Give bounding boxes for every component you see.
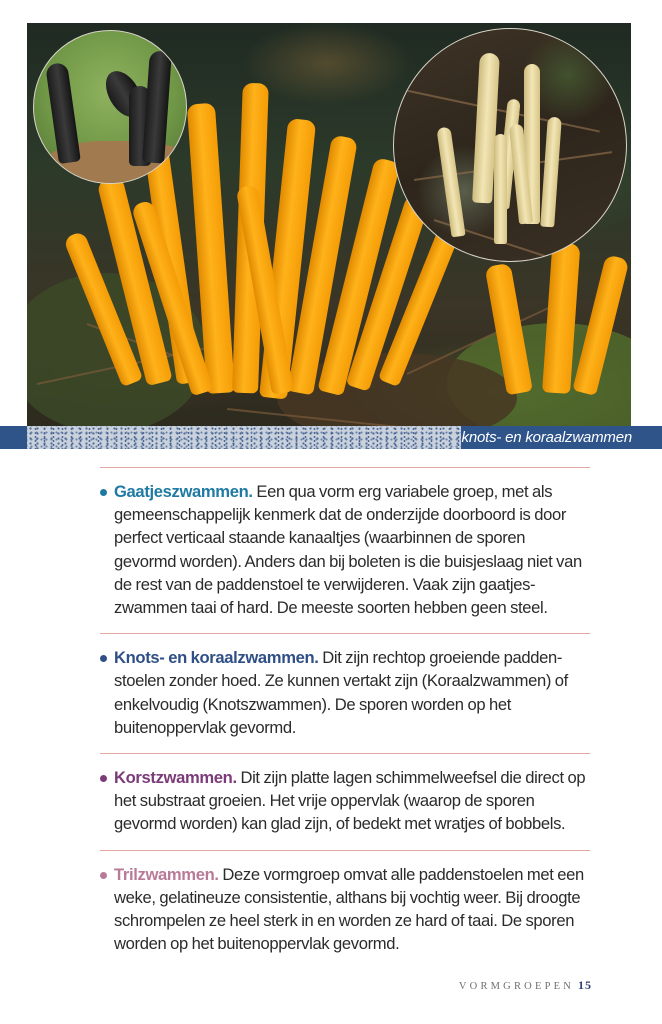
entry-term: Knots- en koraalzwammen. [114, 648, 319, 668]
bullet-icon [100, 872, 107, 879]
coral-fungus-photo [27, 23, 631, 427]
page-number: 15 [578, 978, 592, 992]
bullet-icon [100, 775, 107, 782]
fungus-group-list [100, 467, 590, 969]
section-band-label: knots- en koraalzwammen [461, 429, 632, 446]
entry-term: Gaatjeszwammen. [114, 482, 253, 501]
entry-text: Een qua vorm erg variabele groep, met als gemeenschappelijk kenmerk dat de onderzijde doorboord is door perfect verticaal staande kanaaltjes (waarbinnen de sporen gevormd worden). Anders dan bij boleten is die buisjeslaag niet van de rest van de paddenstoel te verwijderen. Vaak zijn gaatjes-zwammen taai of hard. De meeste soorten hebben geen steel. [114, 482, 582, 618]
entry-korstzwammen [100, 753, 590, 850]
bullet-icon [100, 489, 107, 496]
section-running-head: VORMGROEPEN [458, 981, 574, 992]
entry-text: Dit zijn platte lagen schimmelweefsel die direct op het substraat groeien. Het vrije oppervlak (waarop de sporen gevormd worden) kan glad zijn, of bedekt met wratjes of bobbels. [114, 768, 586, 834]
entry-trilzwammen [100, 850, 590, 970]
entry-text: Deze vormgroep omvat alle paddenstoelen met een weke, gelatineuze consistentie, althans bij vochtig weer. Bij droogte schrompelen ze heel sterk in en worden ze hard of taai. De sporen worden op het buitenoppervlak gevormd. [114, 864, 584, 954]
entry-text: Dit zijn rechtop groeiende padden-stoelen zonder hoed. Ze kunnen vertakt zijn (Koraalzwammen) of enkelvoudig (Knotszwammen). De sporen worden op het buitenoppervlak gevormd. [114, 648, 568, 737]
page-footer [459, 978, 592, 993]
entry-gaatjeszwammen [100, 467, 590, 633]
entry-knots-koraalzwammen [100, 633, 590, 753]
entry-term: Trilzwammen. [114, 864, 219, 884]
entry-term: Korstzwammen. [114, 768, 237, 788]
inset-photo-pale-clubs [393, 28, 627, 262]
inset-photo-black-clubs [33, 30, 187, 184]
bullet-icon [100, 655, 107, 662]
speckle-pattern [27, 426, 461, 449]
